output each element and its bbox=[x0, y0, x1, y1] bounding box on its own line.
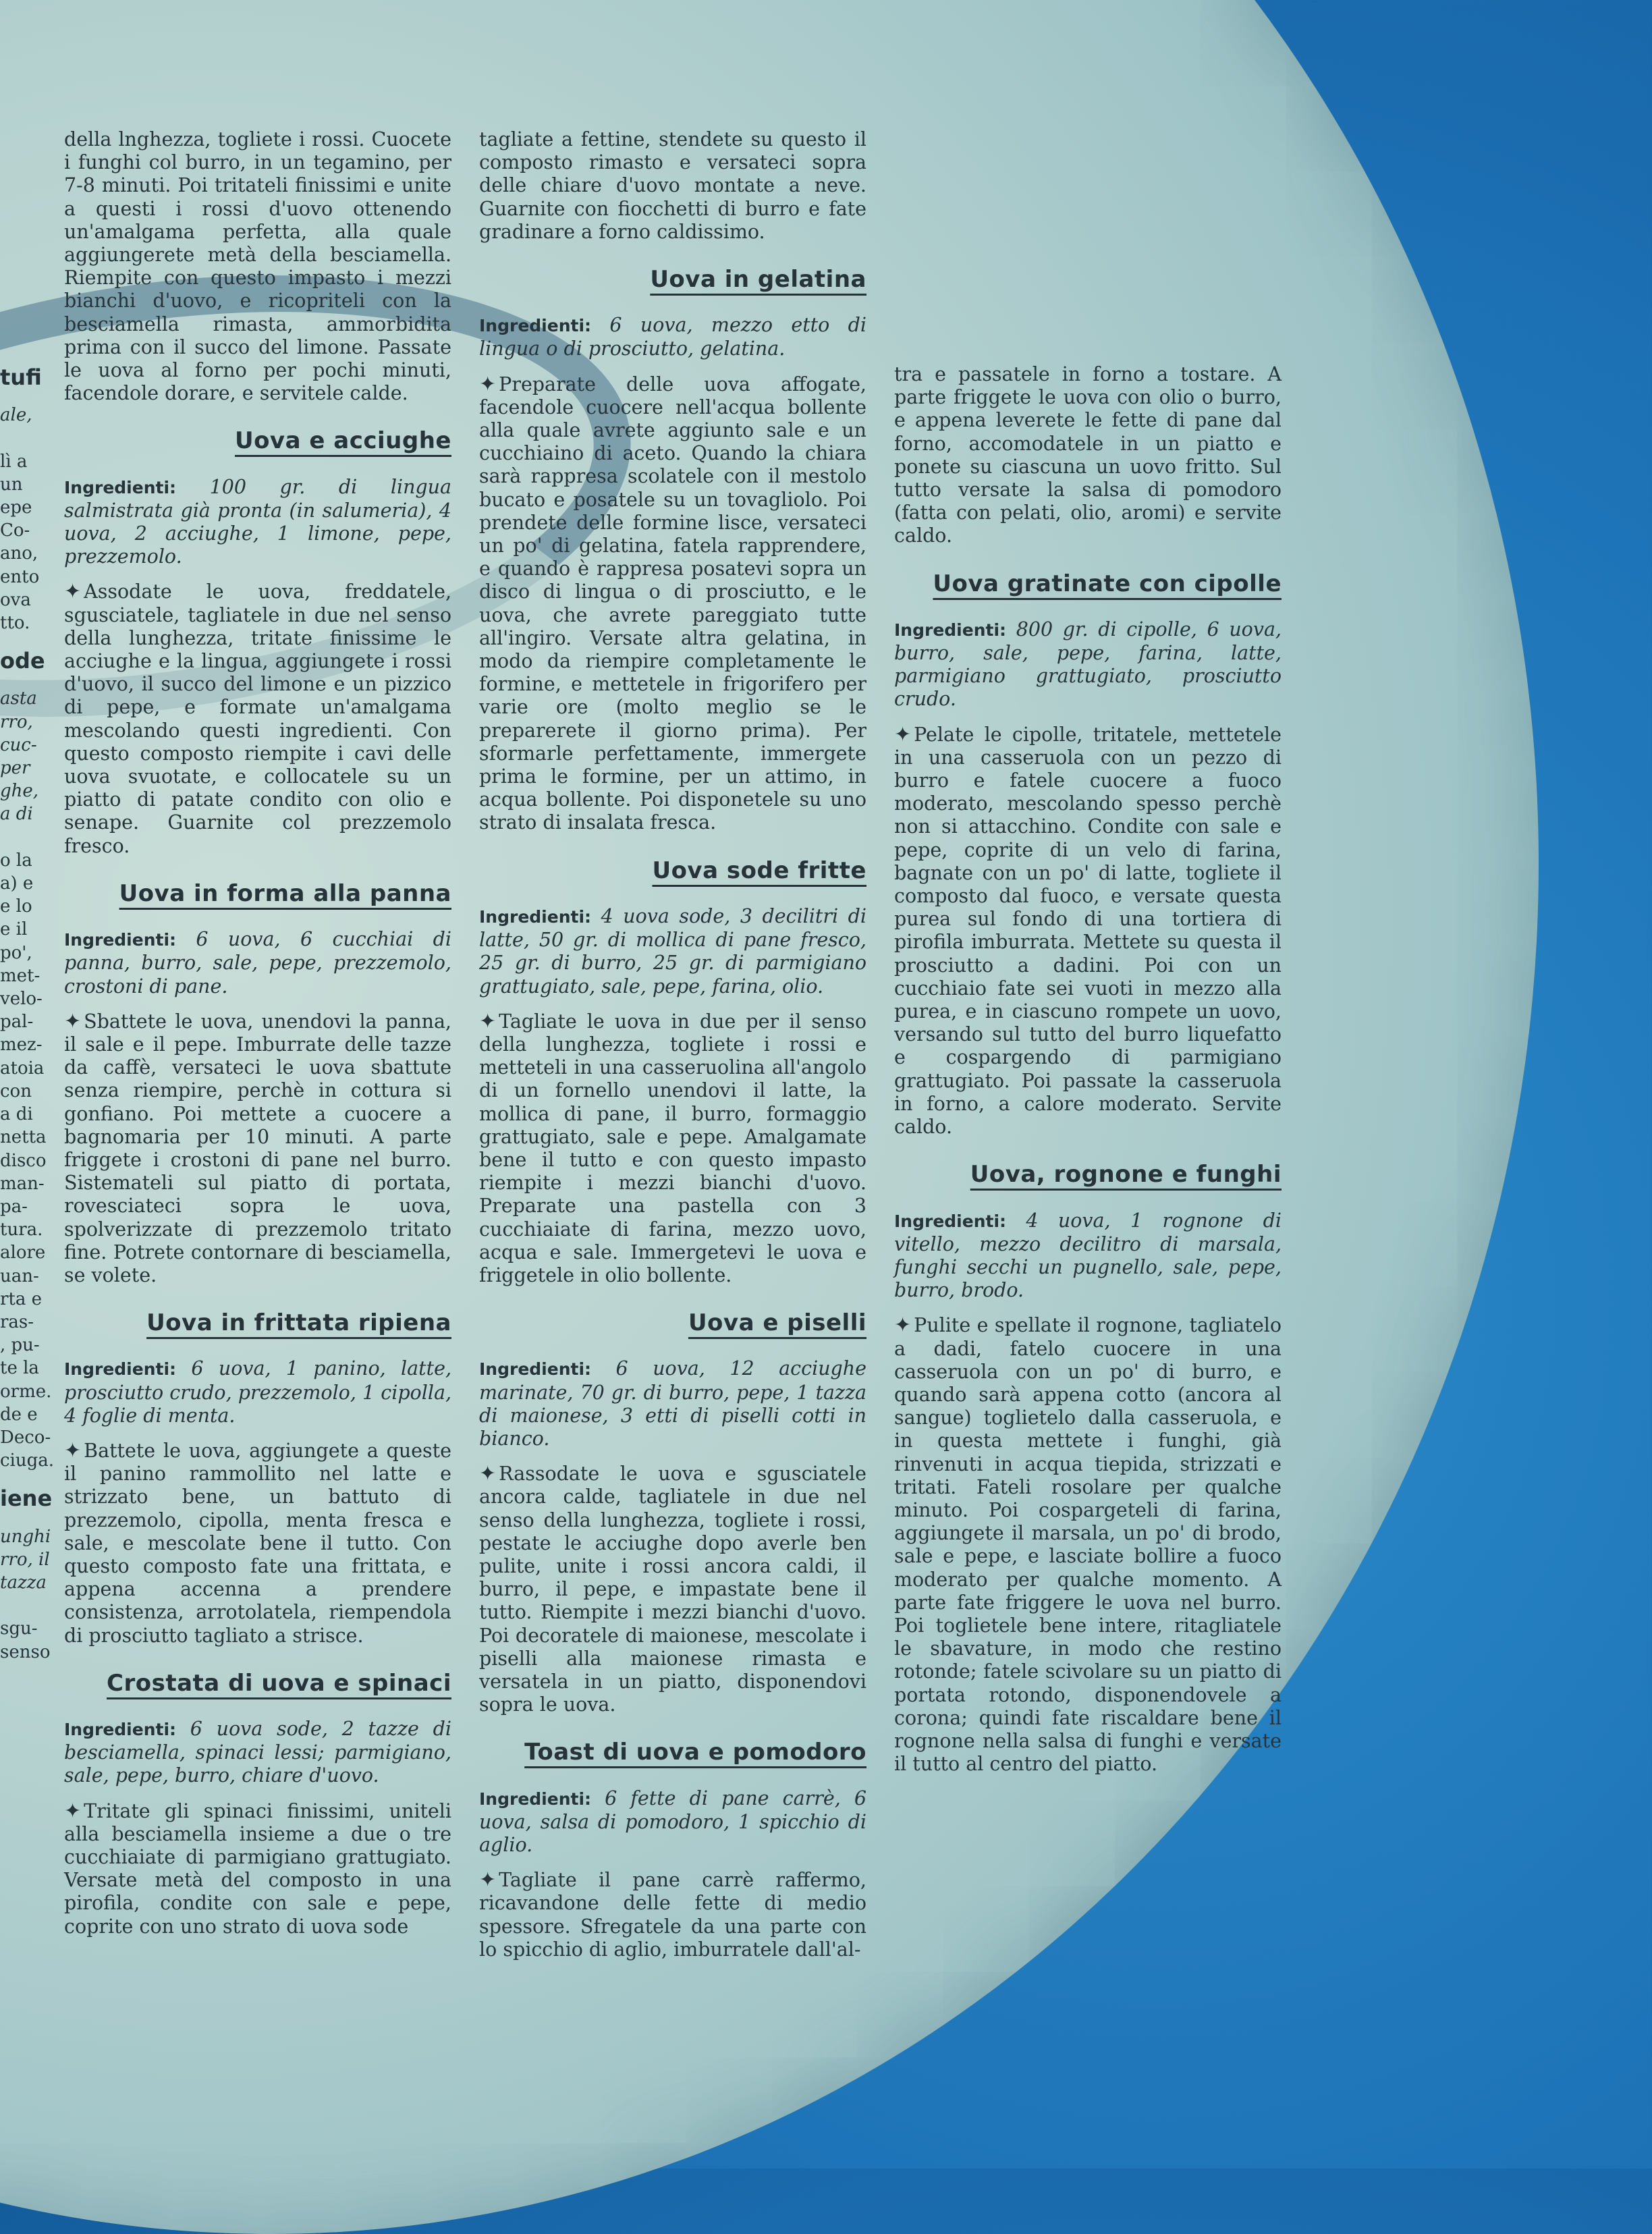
ingredients-list: 6 uova, mezzo etto di lingua o di prosciutto, gelatina. bbox=[479, 314, 867, 360]
cropped-text-fragment: pa- bbox=[0, 1196, 28, 1217]
cropped-text-fragment: unghi bbox=[0, 1526, 51, 1547]
instructions-text: Tagliate il pane carrè raffermo, ricavandone delle fette di medio spessore. Sfregatele da una parte con lo spicchio di aglio, imburratele dall'al- bbox=[479, 1869, 866, 1961]
cropped-text-fragment bbox=[0, 427, 40, 449]
cropped-text-fragment: lì a bbox=[0, 451, 28, 472]
instructions-text: Rassodate le uova e sgusciatele ancora calde, tagliatele in due nel senso della lunghezza, togliete i rossi, pestate le acciughe dopo averle ben pulite, unite i rossi ancora caldi, il burro, il pepe, e impastate bene il tutto. Riempite i mezzi bianchi d'uovo. Poi decoratele di maionese, mescolate i piselli alla maionese rimasta e versatela in un piatto, disponendovi sopra le uova. bbox=[479, 1463, 866, 1716]
cropped-text-fragment: ras- bbox=[0, 1311, 34, 1332]
recipe-column-1 bbox=[64, 128, 451, 1945]
recipe-title: Uova e piselli bbox=[688, 1309, 866, 1337]
cropped-text-fragment: e lo bbox=[0, 896, 32, 917]
ingredients-list: 6 fette di pane carrè, 6 uova, salsa di pomodoro, 1 spicchio di aglio. bbox=[479, 1787, 866, 1856]
cropped-text-fragment: tura. bbox=[0, 1220, 43, 1241]
recipe-instructions bbox=[479, 373, 866, 835]
cropped-heading-fragment: iene bbox=[0, 1486, 53, 1512]
ingredients-label: Ingredienti: bbox=[479, 1789, 592, 1809]
instructions-text: Preparate delle uova affogate, facendole cuocere nell'acqua bollente alla quale avrete aggiunto sale e un cucchiaino di aceto. Quando la chiara sarà rappresa scolatele con il mestolo bucato e posatele su un tovagliolo. Poi prendete delle formine lisce, versateci un po' di gelatina, fatela rapprendere, e quando è rappresa posatevi sopra un disco di lingua o di prosciutto, e le uova, che avrete pareggiato tutte all'ingiro. Versate altra gelatina, in modo da riempire completamente le formine, e mettetele in frigorifero per varie ore (molto meglio se le preparerete il giorno prima). Per sformarle perfettamente, immergete prima le formine, per un attimo, in acqua bollente. Poi disponetele su uno strato di insalata fresca. bbox=[479, 373, 866, 834]
ingredients-label: Ingredienti: bbox=[479, 316, 592, 336]
ingredients-label: Ingredienti: bbox=[64, 1359, 177, 1380]
cropped-text-fragment: asta bbox=[0, 688, 37, 709]
cropped-text-fragment: , pu- bbox=[0, 1335, 40, 1356]
recipe-instructions bbox=[479, 1463, 866, 1716]
cropped-text-fragment: rro, bbox=[0, 711, 33, 732]
ingredients-list: 6 uova, 12 acciughe marinate, 70 gr. di burro, pepe, 1 tazza di maionese, 3 etti di piselli cotti in bianco. bbox=[479, 1357, 867, 1450]
instructions-text: Battete le uova, aggiungete a queste il panino rammollito nel latte e strizzato bene, un battuto di prezzemolo, cipolla, menta fresca e sale, e mescolate bene il tutto. Con questo composto fate una frittata, e appena accenna a prendere consistenza, arrotolatela, riempendola di prosciutto tagliato a strisce. bbox=[64, 1439, 451, 1647]
cropped-text-fragment: rro, il bbox=[0, 1549, 50, 1570]
ingredients-label: Ingredienti: bbox=[64, 930, 177, 950]
recipe-ingredients bbox=[894, 1209, 1282, 1303]
recipe-instructions bbox=[479, 1010, 866, 1287]
recipe-instructions bbox=[64, 1010, 451, 1287]
recipe-column-3 bbox=[894, 363, 1282, 1782]
continued-text: tagliate a fettine, stendete su questo il composto rimasto e versateci sopra delle chiare d'uovo montate a neve. Guarnite con fiocchetti di burro e fate gradinare a forno caldissimo. bbox=[479, 128, 866, 243]
ingredients-list: 6 uova, 6 cucchiai di panna, burro, sale, pepe, prezzemolo, crostoni di pane. bbox=[64, 928, 451, 998]
cropped-text-fragment: de e bbox=[0, 1404, 38, 1425]
cropped-text-fragment: a di bbox=[0, 804, 33, 825]
cropped-text-fragment: a) e bbox=[0, 873, 34, 894]
cropped-text-fragment: un bbox=[0, 474, 23, 495]
left-column-fragments bbox=[0, 351, 55, 1664]
cropped-text-fragment: ale, bbox=[0, 405, 32, 426]
ingredients-label: Ingredienti: bbox=[64, 477, 177, 497]
instructions-text: Pulite e spellate il rognone, tagliatelo a dadi, fatelo cuocere in una casseruola con un po' di burro, e quando sarà appena cotto (ancora al sangue) toglietelo dalla casseruola, e in questa mettete i funghi, già rinvenuti in acqua tiepida, strizzati e tritati. Fateli rosolare per qualche minuto. Poi cospargeteli di farina, aggiungete il marsala, un po' di brodo, sale e pepe, e lasciate bollire a fuoco moderato per qualche momento. A parte fate friggere le uova nel burro. Poi toglietele bene intere, ritagliatele le sbavature, in modo che restino rotonde; fatele scivolare su un piatto di portata rotondo, disponendovele a corona; quindi fate riscaldare bene il rognone nella salsa di funghi e versate il tutto al centro del piatto. bbox=[894, 1314, 1282, 1776]
cropped-text-fragment: velo- bbox=[0, 989, 43, 1010]
cropped-text-fragment bbox=[0, 1594, 40, 1617]
ingredients-label: Ingredienti: bbox=[479, 906, 592, 927]
ingredients-label: Ingredienti: bbox=[479, 1359, 592, 1380]
ingredients-label: Ingredienti: bbox=[894, 1211, 1007, 1231]
star-bullet-icon: ✦ bbox=[479, 1868, 497, 1892]
cropped-text-fragment: ento bbox=[0, 566, 40, 587]
cropped-text-fragment: sgu- bbox=[0, 1618, 38, 1639]
ingredients-label: Ingredienti: bbox=[64, 1719, 177, 1739]
recipe-ingredients bbox=[64, 1357, 451, 1427]
recipe-title: Crostata di uova e spinaci bbox=[107, 1669, 451, 1697]
cropped-text-fragment: senso bbox=[0, 1641, 51, 1662]
star-bullet-icon: ✦ bbox=[479, 1462, 497, 1486]
cropped-text-fragment: man- bbox=[0, 1173, 45, 1194]
cropped-text-fragment: ano, bbox=[0, 543, 38, 564]
cropped-text-fragment: disco bbox=[0, 1150, 47, 1171]
recipe-column-2 bbox=[479, 128, 866, 1968]
cropped-text-fragment: ova bbox=[0, 589, 31, 610]
continued-text: della lnghezza, togliete i rossi. Cuocete i funghi col burro, in un tegamino, per 7-8 minuti. Poi tritateli finissimi e unite a questi i rossi d'uovo ottenendo un'amalgama perfetta, alla quale aggiungerete metà della besciamella. Riempite con questo impasto i mezzi bianchi d'uovo, e ricopriteli con la besciamella rimasta, ammorbidita prima con il succo del limone. Passate le uova al forno per pochi minuti, facendole dorare, e servitele calde. bbox=[64, 128, 451, 405]
cropped-text-fragment: Deco- bbox=[0, 1427, 51, 1448]
cropped-text-fragment bbox=[0, 826, 40, 849]
cropped-text-fragment: Co- bbox=[0, 520, 30, 541]
star-bullet-icon: ✦ bbox=[479, 372, 497, 396]
cropped-text-fragment: per bbox=[0, 758, 30, 779]
recipe-title: Uova sode fritte bbox=[652, 856, 866, 884]
cropped-text-fragment: tazza bbox=[0, 1572, 47, 1593]
cropped-text-fragment: o la bbox=[0, 850, 32, 871]
recipe-ingredients bbox=[64, 928, 451, 998]
ingredients-list: 800 gr. di cipolle, 6 uova, burro, sale, pepe, farina, latte, parmigiano grattugiato, prosciutto crudo. bbox=[894, 618, 1282, 711]
cropped-text-fragment: ciuga. bbox=[0, 1450, 55, 1471]
recipe-ingredients bbox=[479, 314, 866, 360]
cropped-text-fragment: ghe, bbox=[0, 781, 39, 802]
recipe-instructions bbox=[64, 580, 451, 857]
cropped-text-fragment: epe bbox=[0, 497, 32, 518]
recipe-ingredients bbox=[479, 905, 866, 998]
star-bullet-icon: ✦ bbox=[64, 1799, 82, 1823]
cropped-text-fragment: uan- bbox=[0, 1265, 39, 1286]
cropped-text-fragment: met- bbox=[0, 965, 40, 986]
instructions-text: Tritate gli spinaci finissimi, uniteli alla besciamella insieme a due o tre cucchiaiate di parmigiano grattugiato. Versate metà del composto in una pirofila, condite con sale e pepe, coprite con uno strato di uova sode bbox=[64, 1799, 451, 1938]
instructions-text: Sbattete le uova, unendovi la panna, il sale e il pepe. Imburrate delle tazze da caffè, versateci le uova sbattute senza riempire, perchè in cottura si gonfiano. Poi mettete a cuocere a bagnomaria per 10 minuti. A parte friggete i crostoni di pane nel burro. Sistemateli sul piatto di portata, rovesciateci sopra le uova, spolverizzate di prezzemolo tritato fine. Potrete contornare di besciamella, se volete. bbox=[64, 1010, 451, 1286]
recipe-title: Uova in frittata ripiena bbox=[146, 1309, 451, 1337]
cropped-text-fragment: alore bbox=[0, 1243, 46, 1263]
recipe-ingredients bbox=[894, 618, 1282, 711]
recipe-ingredients bbox=[479, 1787, 866, 1857]
cropped-text-fragment: orme. bbox=[0, 1381, 52, 1402]
cropped-text-fragment: netta bbox=[0, 1127, 47, 1148]
cropped-text-fragment: a di bbox=[0, 1104, 33, 1125]
star-bullet-icon: ✦ bbox=[479, 1009, 497, 1033]
recipe-instructions bbox=[479, 1869, 866, 1961]
cropped-text-fragment: cuc- bbox=[0, 734, 37, 755]
ingredients-list: 4 uova, 1 rognone di vitello, mezzo decilitro di marsala, funghi secchi un pugnello, sale, pepe, burro, brodo. bbox=[894, 1209, 1282, 1302]
ingredients-list: 6 uova sode, 2 tazze di besciamella, spinaci lessi; parmigiano, sale, pepe, burro, chiare d'uovo. bbox=[64, 1717, 451, 1787]
recipe-title: Uova in gelatina bbox=[650, 266, 866, 294]
cropped-text-fragment: atoia bbox=[0, 1058, 45, 1079]
cropped-text-fragment: pal- bbox=[0, 1012, 34, 1033]
cropped-text-fragment: e il bbox=[0, 919, 28, 940]
ingredients-list: 6 uova, 1 panino, latte, prosciutto crudo, prezzemolo, 1 cipolla, 4 foglie di menta. bbox=[64, 1357, 451, 1427]
cropped-text-fragment: po', bbox=[0, 942, 32, 963]
recipe-ingredients bbox=[64, 1718, 451, 1788]
star-bullet-icon: ✦ bbox=[64, 580, 82, 604]
recipe-title: Uova in forma alla panna bbox=[119, 879, 451, 907]
recipe-title: Uova, rognone e funghi bbox=[970, 1161, 1282, 1189]
recipe-title: Uova gratinate con cipolle bbox=[933, 570, 1282, 597]
cropped-text-fragment: mez- bbox=[0, 1035, 43, 1056]
ingredients-label: Ingredienti: bbox=[894, 620, 1007, 640]
recipe-ingredients bbox=[64, 476, 451, 569]
recipe-ingredients bbox=[479, 1357, 866, 1450]
star-bullet-icon: ✦ bbox=[894, 1313, 912, 1338]
cropped-text-fragment: te la bbox=[0, 1358, 39, 1379]
recipe-instructions bbox=[64, 1440, 451, 1647]
recipe-title: Uova e acciughe bbox=[234, 427, 451, 455]
cropped-heading-fragment: ode bbox=[0, 648, 45, 674]
star-bullet-icon: ✦ bbox=[64, 1009, 82, 1033]
ingredients-list: 4 uova sode, 3 decilitri di latte, 50 gr. di mollica di pane fresco, 25 gr. di burro, 25 gr. di parmigiano grattugiato, sale, pepe, farina, olio. bbox=[479, 904, 866, 998]
instructions-text: Tagliate le uova in due per il senso della lunghezza, togliete i rossi e metteteli in una casseruolina all'angolo di un fornello unendovi il latte, la mollica di pane, il burro, formaggio grattugiato, sale e pepe. Amalgamate bene il tutto e con questo impasto riempite i mezzi bianchi d'uovo. Preparate una pastella con 3 cucchiaiate di farina, mezzo uovo, acqua e sale. Immergetevi le uova e friggetele in olio bollente. bbox=[479, 1010, 866, 1286]
cropped-text-fragment: tto. bbox=[0, 613, 30, 634]
continued-text: tra e passatele in forno a tostare. A parte friggete le uova con olio o burro, e appena leverete le fette di pane dal forno, accomodatele in un piatto e ponete su ciascuna un uovo fritto. Sul tutto versate la salsa di pomodoro (fatta con pelati, olio, aromi) e servite caldo. bbox=[894, 363, 1282, 547]
cropped-text-fragment: rta e bbox=[0, 1288, 43, 1309]
star-bullet-icon: ✦ bbox=[64, 1438, 82, 1463]
recipe-title: Toast di uova e pomodoro bbox=[524, 1739, 866, 1766]
cropped-text-fragment: con bbox=[0, 1081, 32, 1101]
instructions-text: Pelate le cipolle, tritatele, mettetele in una casseruola con un pezzo di burro e fatele cuocere a fuoco moderato, mescolando spesso perchè non si attacchino. Condite con sale e pepe, coprite di un velo di farina, bagnate con un po' di latte, togliete il composto dal fuoco, e versate questa purea sul fondo di una tortiera di pirofila imburrata. Mettete su questa il prosciutto a dadini. Poi con un cucchiaio fate sei vuoti in mezzo alla purea, e in ciascuno rompete un uovo, versando sul tutto del burro liquefatto e cospargendo di parmigiano grattugiato. Poi passate la casseruola in forno, a calore moderato. Servite caldo. bbox=[894, 723, 1282, 1139]
recipe-instructions bbox=[894, 724, 1282, 1139]
recipe-instructions bbox=[894, 1314, 1282, 1776]
recipe-instructions bbox=[64, 1800, 451, 1938]
instructions-text: Assodate le uova, freddatele, sgusciatele, tagliatele in due nel senso della lunghezza, tritate finissime le acciughe e la lingua, aggiungete i rossi d'uovo, il succo del limone e un pizzico di pepe, e formate un'amalgama mescolando questi ingredienti. Con questo composto riempite i cavi delle uova svuotate, e collocatele su un piatto di patate condito con olio e senape. Guarnite col prezzemolo fresco. bbox=[64, 580, 451, 857]
star-bullet-icon: ✦ bbox=[894, 722, 912, 746]
cropped-heading-fragment: tufi bbox=[0, 364, 42, 390]
ingredients-list: 100 gr. di lingua salmistrata già pronta (in salumeria), 4 uova, 2 acciughe, 1 limone, pepe, prezzemolo. bbox=[64, 475, 452, 568]
